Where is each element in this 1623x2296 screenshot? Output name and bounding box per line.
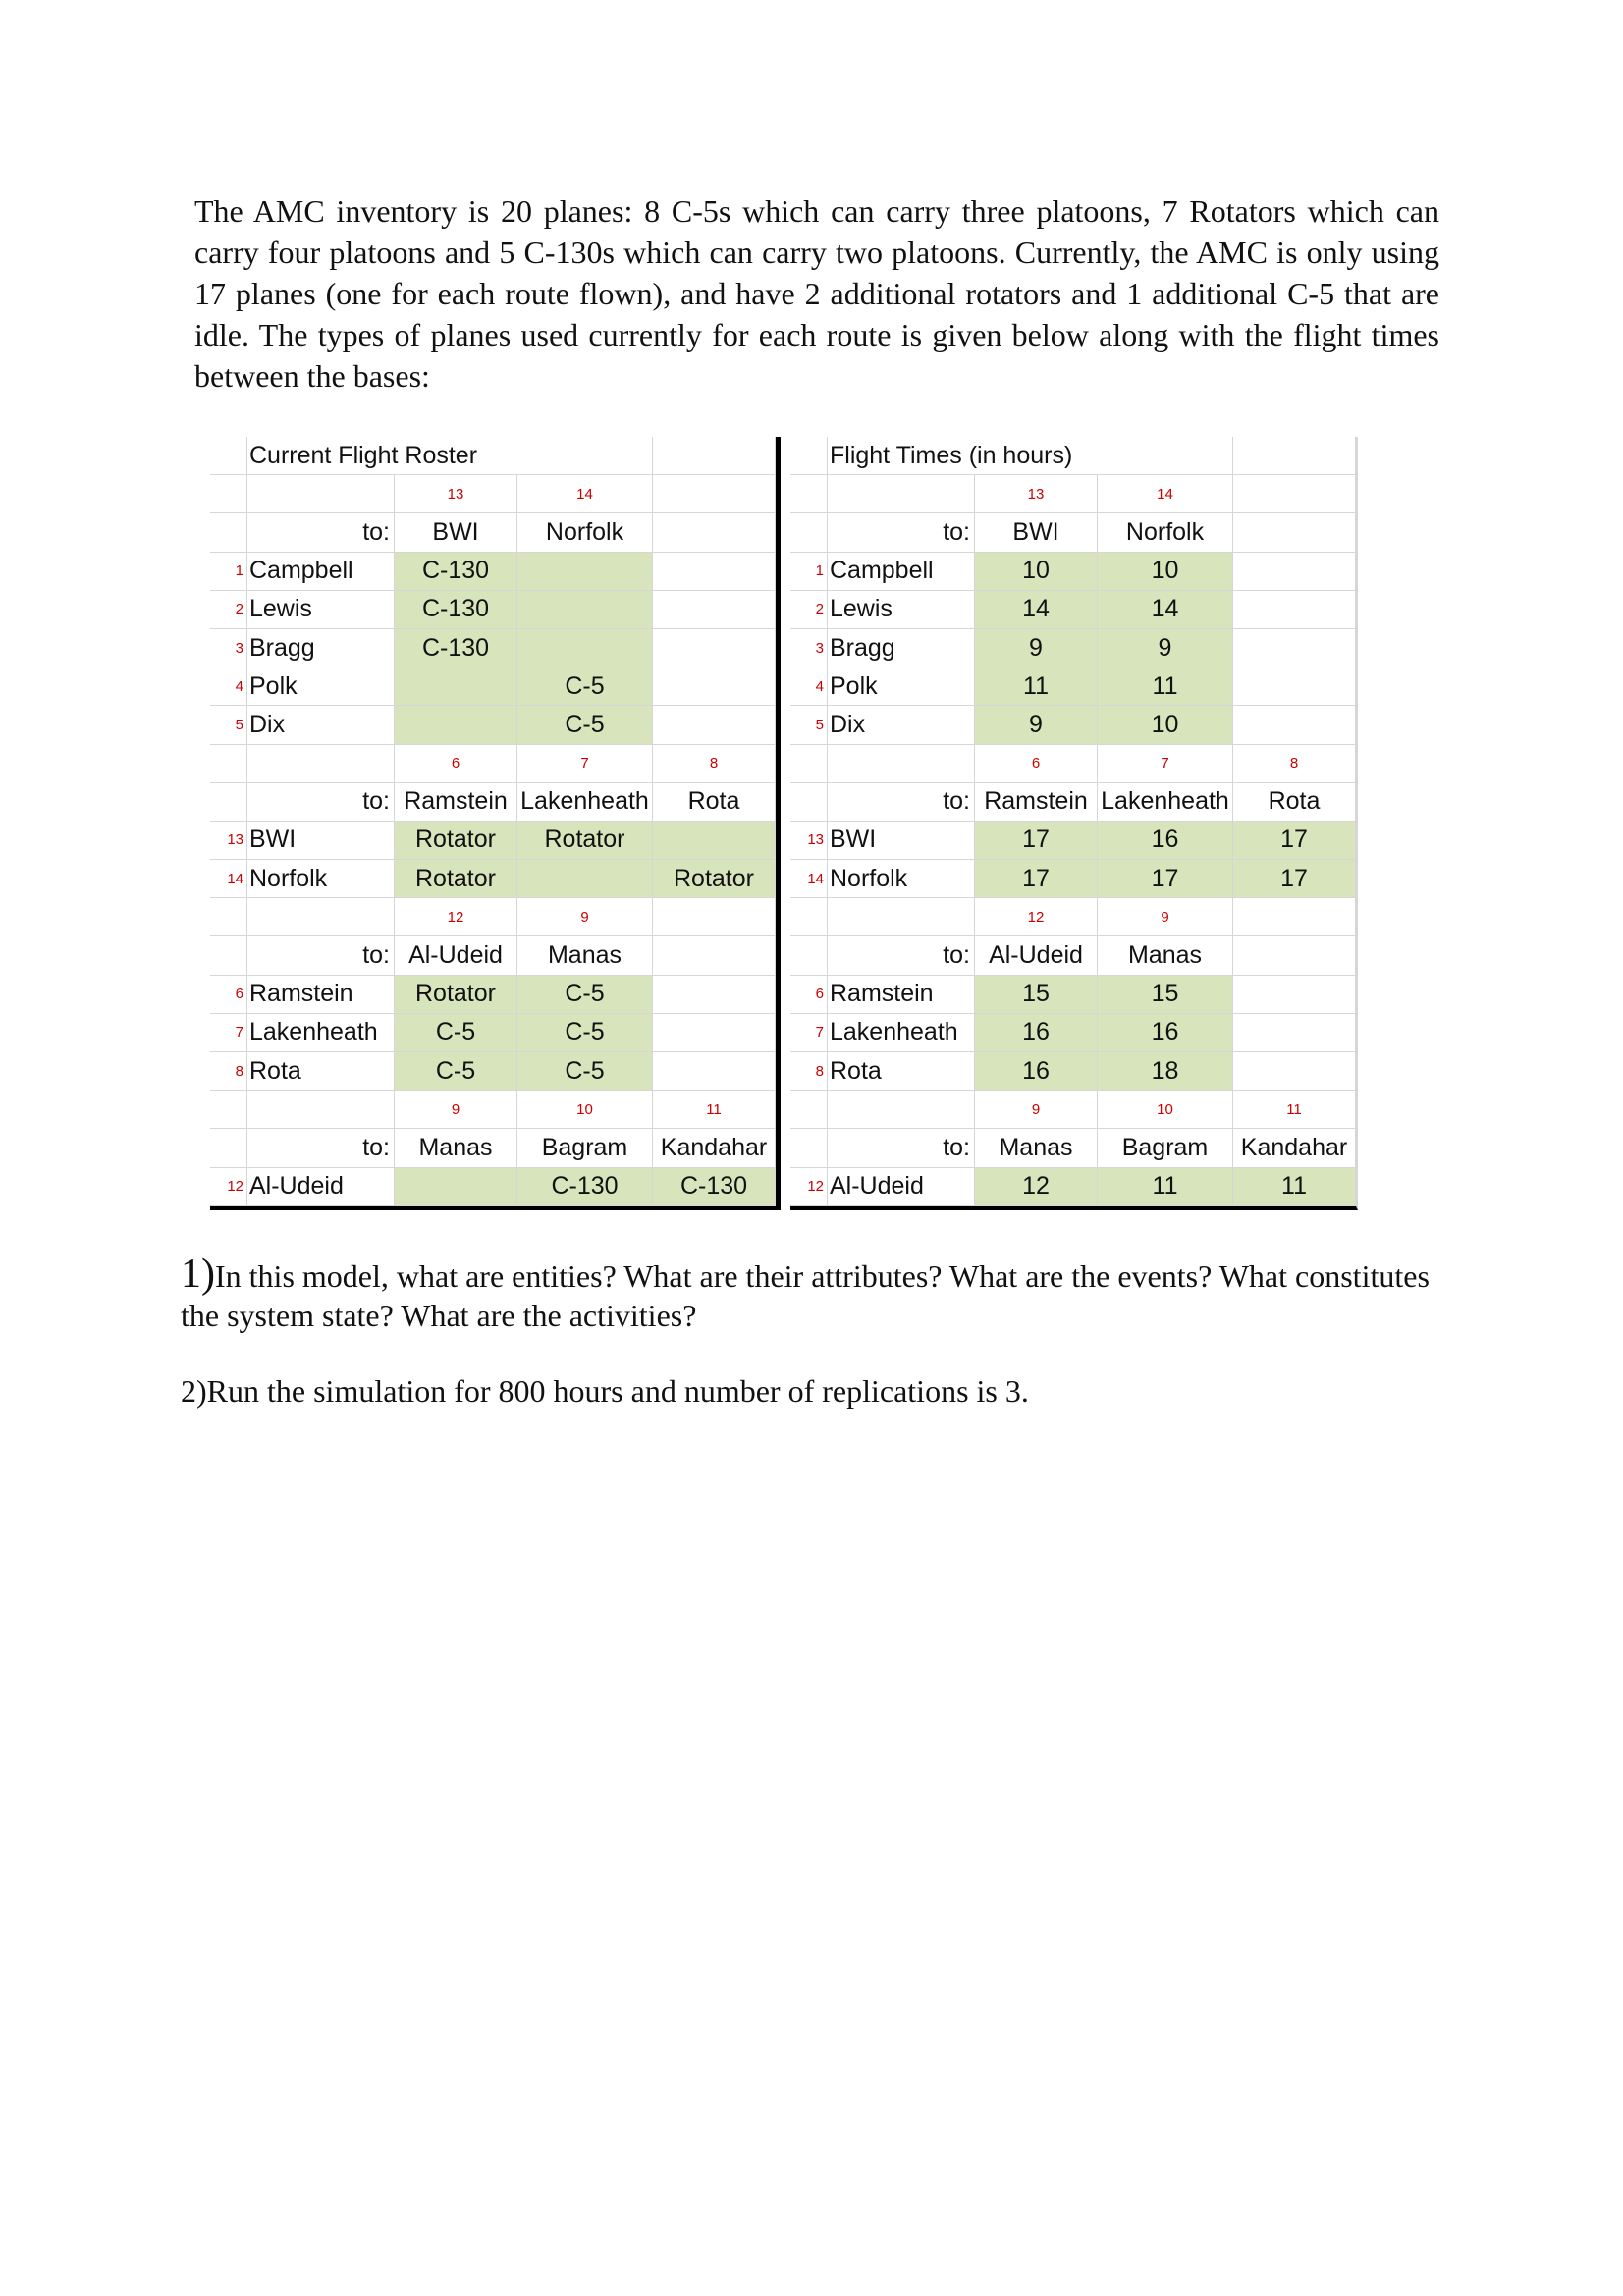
table-cell: C-5 xyxy=(517,706,653,744)
destination-header: Lakenheath xyxy=(1098,783,1233,822)
flight-times-table xyxy=(790,437,1358,1210)
table-cell: 11 xyxy=(975,667,1098,706)
origin-number: 13 xyxy=(210,822,247,860)
table-cell xyxy=(1233,706,1356,744)
table-cell xyxy=(653,667,776,706)
destination-header: Norfolk xyxy=(517,513,653,552)
table-cell xyxy=(653,553,776,591)
destination-header: Kandahar xyxy=(653,1129,776,1167)
table-cell: 17 xyxy=(1098,860,1233,898)
destination-header: BWI xyxy=(975,513,1098,552)
table-cell xyxy=(517,591,653,629)
origin-number: 2 xyxy=(210,591,247,629)
question-2: 2)Run the simulation for 800 hours and number of replications is 3. xyxy=(181,1373,1029,1409)
origin-label: Lakenheath xyxy=(828,1014,975,1052)
table-cell xyxy=(1233,553,1356,591)
empty-cell xyxy=(790,1129,828,1167)
table-cell xyxy=(1233,667,1356,706)
origin-label: Polk xyxy=(828,667,975,706)
destination-header: Kandahar xyxy=(1233,1129,1356,1167)
empty-cell xyxy=(210,898,247,936)
destination-number xyxy=(653,475,776,513)
origin-number: 4 xyxy=(210,667,247,706)
destination-header: Norfolk xyxy=(1098,513,1233,552)
table-cell: C-130 xyxy=(395,591,517,629)
empty-cell xyxy=(790,513,828,552)
table-cell xyxy=(1233,976,1356,1014)
origin-number: 4 xyxy=(790,667,828,706)
table-cell xyxy=(653,1052,776,1091)
origin-number: 3 xyxy=(790,629,828,667)
table-cell xyxy=(517,860,653,898)
destination-number: 11 xyxy=(1233,1091,1356,1129)
origin-number: 8 xyxy=(210,1052,247,1091)
empty-cell xyxy=(1233,437,1356,475)
table-title: Current Flight Roster xyxy=(247,437,517,475)
origin-number: 7 xyxy=(210,1014,247,1052)
table-cell: C-130 xyxy=(653,1168,776,1206)
destination-number: 11 xyxy=(653,1091,776,1129)
table-cell xyxy=(517,629,653,667)
corner-cell xyxy=(790,437,828,475)
origin-number: 8 xyxy=(790,1052,828,1091)
origin-label: Norfolk xyxy=(247,860,395,898)
table-cell: C-5 xyxy=(517,976,653,1014)
table-cell: 14 xyxy=(975,591,1098,629)
empty-cell xyxy=(210,1129,247,1167)
table-cell xyxy=(653,629,776,667)
origin-label: BWI xyxy=(828,822,975,860)
destination-number xyxy=(653,898,776,936)
origin-label: Rota xyxy=(247,1052,395,1091)
table-cell: 16 xyxy=(1098,822,1233,860)
origin-number: 7 xyxy=(790,1014,828,1052)
origin-label: Ramstein xyxy=(247,976,395,1014)
table-title: Flight Times (in hours) xyxy=(828,437,1098,475)
table-cell: Rotator xyxy=(395,976,517,1014)
destination-number: 9 xyxy=(395,1091,517,1129)
table-cell xyxy=(395,667,517,706)
table-cell: Rotator xyxy=(517,822,653,860)
origin-number: 6 xyxy=(790,976,828,1014)
destination-header: Ramstein xyxy=(395,783,517,822)
empty-cell xyxy=(210,513,247,552)
question-1-text: In this model, what are entities? What are their attributes? What are the events? What constitutes the system state? What are the activities? xyxy=(181,1258,1430,1333)
destination-number: 7 xyxy=(1098,745,1233,783)
table-cell: 16 xyxy=(1098,1014,1233,1052)
origin-number: 5 xyxy=(790,706,828,744)
destination-header: Manas xyxy=(1098,936,1233,975)
to-label: to: xyxy=(247,513,395,552)
empty-cell xyxy=(790,898,828,936)
origin-label: Norfolk xyxy=(828,860,975,898)
table-cell: 17 xyxy=(1233,860,1356,898)
table-cell: 9 xyxy=(1098,629,1233,667)
table-cell: 10 xyxy=(975,553,1098,591)
corner-cell xyxy=(210,437,247,475)
origin-label: BWI xyxy=(247,822,395,860)
origin-label: Al-Udeid xyxy=(247,1168,395,1206)
destination-number: 9 xyxy=(517,898,653,936)
empty-cell xyxy=(210,1091,247,1129)
destination-number: 14 xyxy=(1098,475,1233,513)
destination-number xyxy=(1233,898,1356,936)
origin-number: 2 xyxy=(790,591,828,629)
empty-cell xyxy=(653,437,776,475)
empty-cell xyxy=(517,437,653,475)
empty-cell xyxy=(828,1091,975,1129)
origin-number: 12 xyxy=(790,1168,828,1206)
table-cell: C-5 xyxy=(517,1014,653,1052)
empty-cell xyxy=(247,745,395,783)
destination-number: 12 xyxy=(395,898,517,936)
question-1-number: 1) xyxy=(181,1252,215,1297)
destination-number: 9 xyxy=(975,1091,1098,1129)
to-label: to: xyxy=(828,513,975,552)
table-cell: 18 xyxy=(1098,1052,1233,1091)
destination-number: 10 xyxy=(517,1091,653,1129)
empty-cell xyxy=(210,745,247,783)
table-cell: C-5 xyxy=(517,1052,653,1091)
table-cell xyxy=(395,1168,517,1206)
destination-number: 14 xyxy=(517,475,653,513)
to-label: to: xyxy=(247,936,395,975)
destination-header: Lakenheath xyxy=(517,783,653,822)
origin-number: 3 xyxy=(210,629,247,667)
empty-cell xyxy=(247,475,395,513)
table-cell: 16 xyxy=(975,1052,1098,1091)
empty-cell xyxy=(790,936,828,975)
destination-number: 8 xyxy=(1233,745,1356,783)
destination-header: Al-Udeid xyxy=(975,936,1098,975)
destination-header: Bagram xyxy=(517,1129,653,1167)
table-cell: 15 xyxy=(975,976,1098,1014)
to-label: to: xyxy=(828,936,975,975)
destination-header: BWI xyxy=(395,513,517,552)
intro-paragraph: The AMC inventory is 20 planes: 8 C-5s which can carry three platoons, 7 Rotators which can carry four platoons and 5 C-130s which can carry two platoons. Currently, the AMC is only using 17 planes (one for each route flown), and have 2 additional rotators and 1 additional C-5 that are idle. The types of planes used currently for each route is given below along with the flight times between the bases: xyxy=(194,193,1439,394)
destination-number: 13 xyxy=(975,475,1098,513)
table-cell xyxy=(1233,591,1356,629)
table-cell: 17 xyxy=(975,822,1098,860)
to-label: to: xyxy=(828,783,975,822)
destination-header xyxy=(1233,936,1356,975)
origin-number: 13 xyxy=(790,822,828,860)
destination-header: Manas xyxy=(975,1129,1098,1167)
destination-number: 10 xyxy=(1098,1091,1233,1129)
origin-number: 12 xyxy=(210,1168,247,1206)
table-cell: C-5 xyxy=(395,1014,517,1052)
destination-number: 13 xyxy=(395,475,517,513)
to-label: to: xyxy=(828,1129,975,1167)
origin-label: Campbell xyxy=(247,553,395,591)
origin-label: Rota xyxy=(828,1052,975,1091)
origin-number: 14 xyxy=(790,860,828,898)
to-label: to: xyxy=(247,1129,395,1167)
table-cell: C-130 xyxy=(517,1168,653,1206)
origin-label: Lewis xyxy=(247,591,395,629)
table-cell: C-130 xyxy=(395,553,517,591)
empty-cell xyxy=(790,745,828,783)
destination-header: Manas xyxy=(395,1129,517,1167)
destination-number: 12 xyxy=(975,898,1098,936)
empty-cell xyxy=(790,1091,828,1129)
table-cell: 16 xyxy=(975,1014,1098,1052)
question-1 xyxy=(181,1252,1437,1335)
table-cell xyxy=(1233,1014,1356,1052)
empty-cell xyxy=(247,1091,395,1129)
empty-cell xyxy=(828,745,975,783)
empty-cell xyxy=(247,898,395,936)
table-cell xyxy=(653,822,776,860)
table-cell: 17 xyxy=(1233,822,1356,860)
destination-number: 7 xyxy=(517,745,653,783)
empty-cell xyxy=(210,783,247,822)
origin-label: Polk xyxy=(247,667,395,706)
table-cell: 17 xyxy=(975,860,1098,898)
origin-number: 1 xyxy=(790,553,828,591)
table-cell: 9 xyxy=(975,629,1098,667)
table-cell xyxy=(653,591,776,629)
table-cell: 10 xyxy=(1098,706,1233,744)
destination-header: Rota xyxy=(653,783,776,822)
destination-header: Rota xyxy=(1233,783,1356,822)
origin-number: 14 xyxy=(210,860,247,898)
table-cell: 10 xyxy=(1098,553,1233,591)
table-cell: C-5 xyxy=(395,1052,517,1091)
destination-header: Al-Udeid xyxy=(395,936,517,975)
empty-cell xyxy=(790,783,828,822)
destination-header: Ramstein xyxy=(975,783,1098,822)
spreadsheet-image xyxy=(210,437,1406,1210)
table-cell xyxy=(653,706,776,744)
origin-number: 5 xyxy=(210,706,247,744)
origin-number: 1 xyxy=(210,553,247,591)
origin-number: 6 xyxy=(210,976,247,1014)
origin-label: Dix xyxy=(247,706,395,744)
destination-number: 6 xyxy=(975,745,1098,783)
table-cell: 15 xyxy=(1098,976,1233,1014)
empty-cell xyxy=(1098,437,1233,475)
table-cell: 12 xyxy=(975,1168,1098,1206)
destination-header: Bagram xyxy=(1098,1129,1233,1167)
table-cell xyxy=(517,553,653,591)
table-cell: 14 xyxy=(1098,591,1233,629)
flight-roster-table xyxy=(210,437,781,1210)
table-cell: 11 xyxy=(1233,1168,1356,1206)
origin-label: Bragg xyxy=(247,629,395,667)
table-cell: 11 xyxy=(1098,667,1233,706)
table-cell: 9 xyxy=(975,706,1098,744)
empty-cell xyxy=(790,475,828,513)
origin-label: Dix xyxy=(828,706,975,744)
destination-header: Manas xyxy=(517,936,653,975)
table-cell xyxy=(1233,629,1356,667)
empty-cell xyxy=(210,936,247,975)
destination-header xyxy=(653,936,776,975)
empty-cell xyxy=(828,475,975,513)
table-cell: C-130 xyxy=(395,629,517,667)
destination-header xyxy=(1233,513,1356,552)
destination-header xyxy=(653,513,776,552)
table-cell xyxy=(653,1014,776,1052)
table-cell: 11 xyxy=(1098,1168,1233,1206)
origin-label: Lakenheath xyxy=(247,1014,395,1052)
destination-number xyxy=(1233,475,1356,513)
destination-number: 6 xyxy=(395,745,517,783)
origin-label: Lewis xyxy=(828,591,975,629)
origin-label: Bragg xyxy=(828,629,975,667)
table-cell xyxy=(1233,1052,1356,1091)
table-cell xyxy=(653,976,776,1014)
table-cell: Rotator xyxy=(653,860,776,898)
table-cell: C-5 xyxy=(517,667,653,706)
destination-number: 8 xyxy=(653,745,776,783)
to-label: to: xyxy=(247,783,395,822)
origin-label: Campbell xyxy=(828,553,975,591)
empty-cell xyxy=(828,898,975,936)
table-cell xyxy=(395,706,517,744)
origin-label: Al-Udeid xyxy=(828,1168,975,1206)
destination-number: 9 xyxy=(1098,898,1233,936)
empty-cell xyxy=(210,475,247,513)
table-cell: Rotator xyxy=(395,822,517,860)
table-cell: Rotator xyxy=(395,860,517,898)
origin-label: Ramstein xyxy=(828,976,975,1014)
